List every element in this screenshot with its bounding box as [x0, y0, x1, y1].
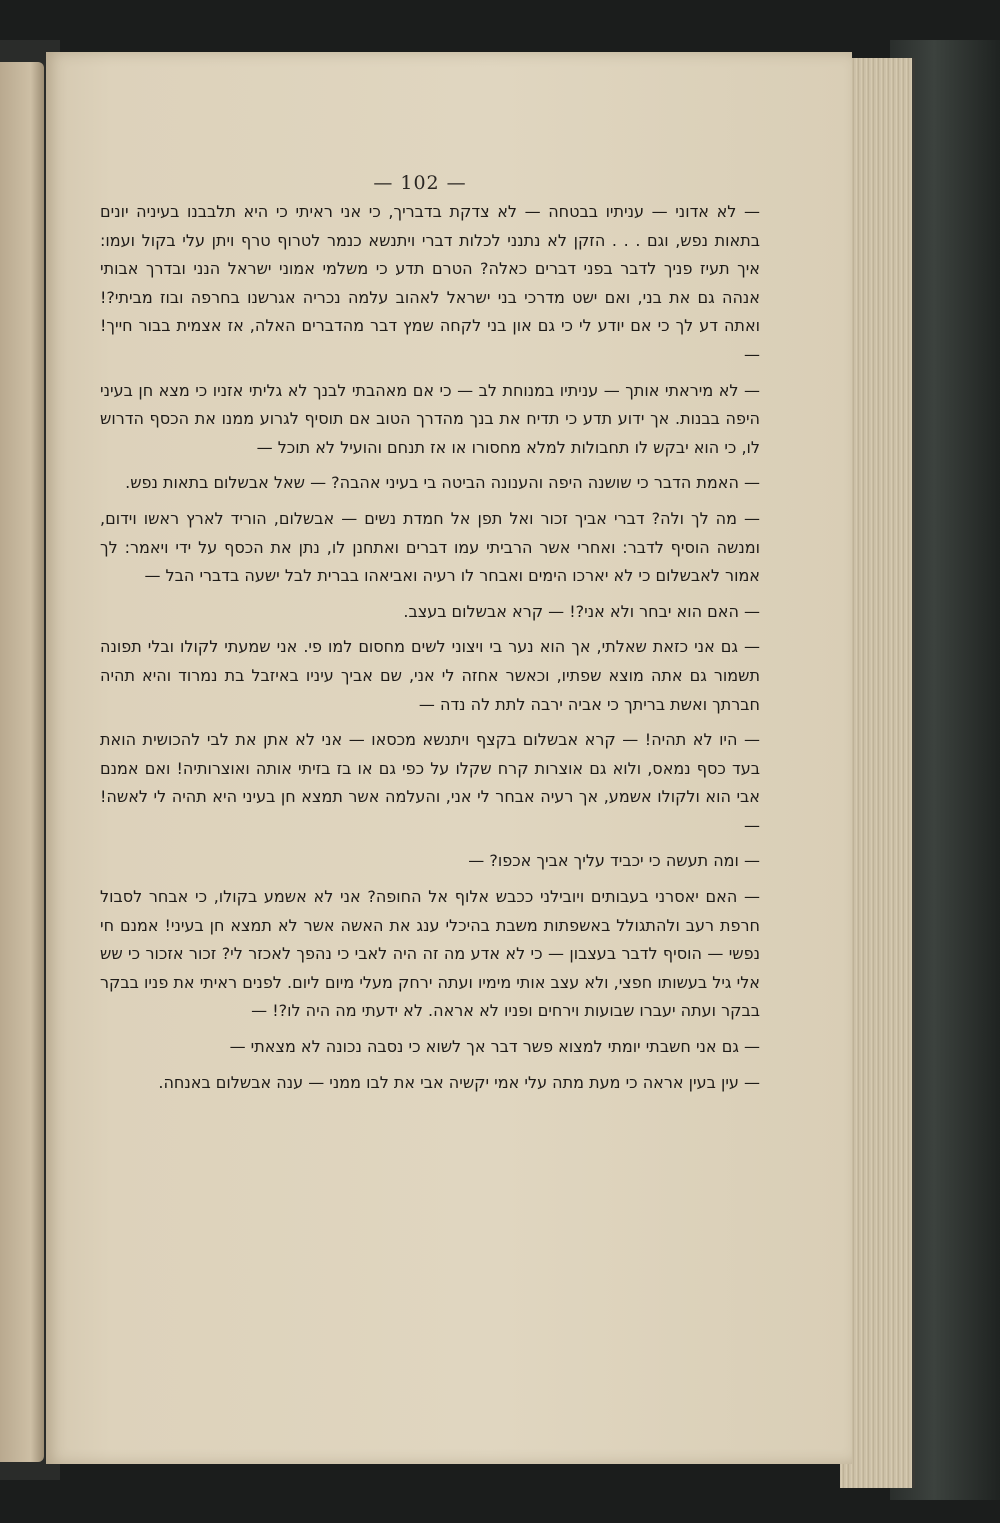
paragraph: — גם אני כזאת שאלתי, אך הוא נער בי ויצוני לשים מחסום למו פי. אני שמעתי לקולו ובלי תפונה תשמור גם אתה מוצא שפתיו, וכאשר אחזה לי אני, שם אביך עיניו באיזבל בת נמרוד והיא תהיה חברתך ואשת בריתך כי אביה ירבה לתת לה נדה —: [100, 637, 760, 714]
paragraph: — האם יאסרני בעבותים ויובילני ככבש אלוף אל החופה? אני לא אשמע בקולו, כי אבחר לסבול חרפת רעב ולהתגולל באשפתות משבת בהיכלי ענג את האשה אשר לא תמצא חן בעיני! אמנם חי נפשי — הוסיף לדבר בעצבון — כי לא אדע מה זה היה לאבי כי נהפך לאכזר לי? זכור אזכור כי שש אלי גיל בעשותו חפצי, ולא עצב אותי מימיו ועתה ירחק מעלי מיום ליום. לפנים ראיתי את פניו בבקר בבקר ועתה יעברו שבועות וירחים ופניו לא אראה. לא ידעתי מה היה לו?! —: [100, 887, 760, 1021]
page-number: — 102 —: [373, 172, 467, 194]
paragraph: — גם אני חשבתי יומתי למצוא פשר דבר אך לשוא כי נסבה נכונה לא מצאתי —: [229, 1037, 760, 1057]
paragraph: — לא מיראתי אותך — עניתיו במנוחת לב — כי אם מאהבתי לבנך לא גליתי אזניו כי מצא חן בעיני היפה בבנות. אך ידוע תדע כי תדיח את בנך מהדרך הטוב אם תוסיף לגרוע ממנו את הכסף הדרוש לו, כי הוא יבקש לו תחבולות למלא מחסורו או אז תנחם והועיל לא תוכל —: [100, 380, 760, 457]
paragraph: — עין בעין אראה כי מעת מתה עלי אמי יקשיה אבי את לבו ממני — ענה אבשלום באנחה.: [158, 1072, 760, 1092]
paragraph: — ומה תעשה כי יכביד עליך אביך אכפו? —: [468, 851, 760, 871]
paragraph: — האם הוא יבחר ולא אני?! — קרא אבשלום בעצב.: [403, 601, 760, 621]
paragraph: — מה לך ולה? דברי אביך זכור ואל תפן אל חמדת נשים — אבשלום, הוריד לארץ ראשו וידום, ומנשה הוסיף לדבר: ואחרי אשר הרביתי עמו דברים ואתחנן לו, נתן את הכסף על ידי ויאמר: לך אמור לאבשלום כי לא יארכו הימים ואבחר לו רעיה ואביאהו בברית לבל ישעה בדברי הבל —: [100, 508, 760, 586]
facing-page-edge: [0, 62, 44, 1462]
paragraph: — היו לא תהיה! — קרא אבשלום בקצף ויתנשא מכסאו — אני לא אתן את לבי להכושית הואת בעד כסף נמאס, ולוא גם אוצרות קרח שקלו על כפי גם או בז בזיתי אותה ואוצרותיה! ואם אמנם אבי הוא ולקולו אשמע, אך רעיה אבחר לי אני, והעלמה אשר תמצא חן בעיני היא תהיה לי לאשה! —: [100, 730, 760, 835]
paragraph: — האמת הדבר כי שושנה היפה והענונה הביטה בי בעיני אהבה? — שאל אבשלום בתאות נפש.: [125, 473, 760, 493]
paragraph: — לא אדוני — עניתיו בבטחה — לא צדקת בדבריך, כי אני ראיתי כי היא תלבבנו בעיניה יונים בתאות נפש, וגם . . . הזקן לא נתנני לכלות דברי ויתנשא כנמר לטרוף טרף ויתן עלי בקול ועמו: איך תעיז פניך לדבר בפני דברים כאלה? הטרם תדע כי משלמי אמוני ישראל הנני ובדרך אבותי אנהה גם את בני, ואם ישט מדרכי בני ישראל לאהוב עלמה נכריה אגרשנו בחרפה ובוז מביתי?! ואתה דע לך כי אם יודע לי כי גם און בני לקחה שמץ דבר מהדברים האלה, אז אצמית בבור חייך! —: [100, 202, 760, 364]
page-text: [100, 198, 760, 1097]
